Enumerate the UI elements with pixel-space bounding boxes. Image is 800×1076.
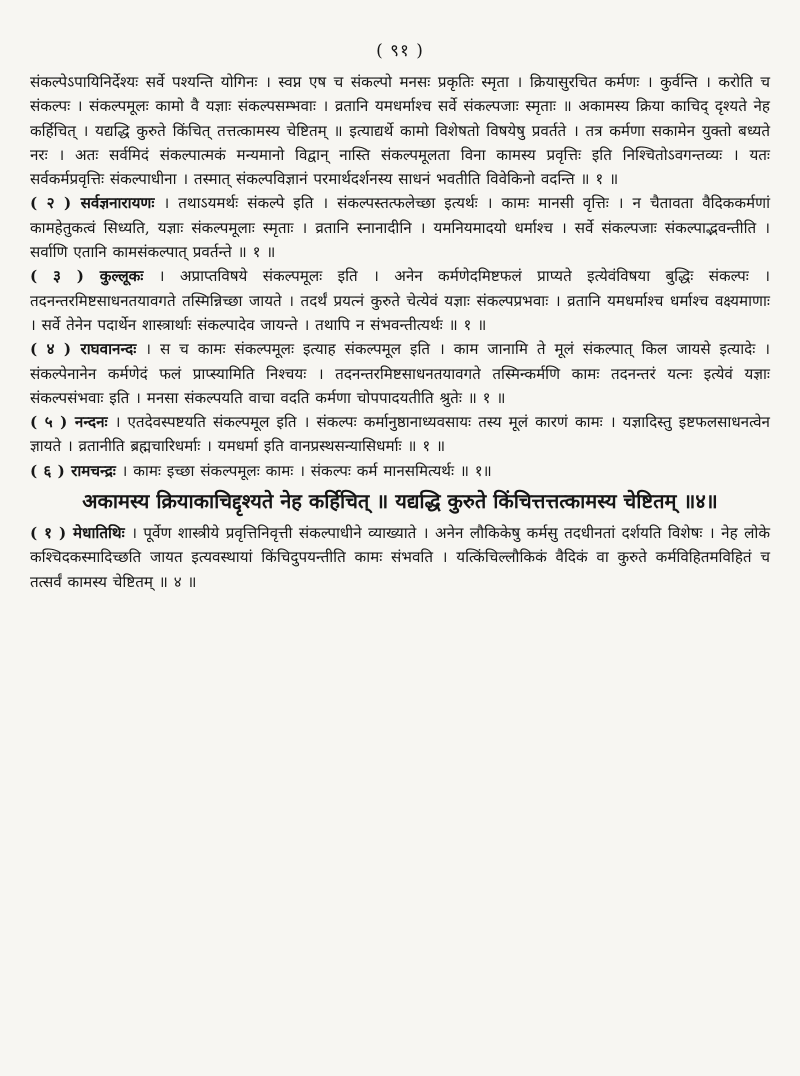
page-number: ( ९१ ) [376, 41, 424, 61]
commentator-name: ( १ ) मेधातिथिः [30, 524, 125, 543]
commentary-paragraph-4 [30, 337, 770, 410]
commentary-paragraph-6 [30, 459, 770, 483]
verse-heading: अकामस्य क्रियाकाचिद्दृश्यते नेह कर्हिचित् ॥ यद्यद्धि कुरुते किंचित्तत्तत्कामस्य चेष्टितम् ॥४॥ [82, 489, 718, 514]
commentary-text: । तथाऽयमर्थः संकल्पे इति । संकल्पस्तत्फलेच्छा इत्यर्थः । कामः मानसी वृत्तिः । न चैतावता वैदिककर्मणां कामहेतुकत्वं सिध्यति, यज्ञाः संकल्पमूलाः स्मृताः । व्रतानि स्नानादीनि । यमनियमादयो धर्माश्च । सर्वे संकल्पजाः संकल्पाद्भवन्तीति । सर्वाणि एतानि कामसंकल्पात् प्रवर्तन्ते ॥ १ ॥ [30, 194, 771, 262]
commentary-paragraph-5 [30, 410, 770, 459]
commentary-paragraph-1 [30, 70, 770, 191]
commentary-text: संकल्पेऽपायिनिर्देश्यः सर्वे पश्यन्ति योगिनः । स्वप्न एष च संकल्पो मनसः प्रकृतिः स्मृता । क्रियासुरचित कर्मणः । कुर्वन्ति । करोति च संकल्पः । संकल्पमूलः कामो वै यज्ञाः संकल्पसम्भवाः । व्रतानि यमधर्माश्च सर्वे संकल्पजाः स्मृताः ॥ अकामस्य क्रिया काचिद् दृश्यते नेह कर्हिचित् । यद्यद्धि कुरुते किंचित् तत्तत्कामस्य चेष्टितम् ॥ इत्याद्यर्थे कामो विशेषतो विषयेषु प्रवर्तते । तत्र कर्मणा सकामेन युक्तो बध्यते नरः । अतः सर्वमिदं संकल्पात्मकं मन्यमानो विद्वान् नास्ति संकल्पमूलता विना कामस्य प्रवृत्तिः इति निश्चितोऽवगन्तव्यः । यतः सर्वकर्मप्रवृत्तिः संकल्पाधीना । तस्मात् संकल्पविज्ञानं परमार्थदर्शनस्य साधनं भवतीति विवेकिनो वदन्ति ॥ १ ॥ [30, 73, 770, 189]
commentary-text: । एतदेवस्पष्टयति संकल्पमूल इति । संकल्पः कर्मानुष्ठानाध्यवसायः तस्य मूलं कारणं कामः । यज्ञादिस्तु इष्टफलसाधनत्वेन ज्ञायते । व्रतानीति ब्रह्मचारिधर्माः । यमधर्मा इति वानप्रस्थसन्यासिधर्माः ॥ १ ॥ [30, 413, 770, 456]
commentary-paragraph-2 [30, 191, 770, 264]
commentary-text: । पूर्वेण शास्त्रीये प्रवृत्तिनिवृत्ती संकल्पाधीने व्याख्याते । अनेन लौकिकेषु कर्मसु तदधीनतां दर्शयति विशेषः । नेह लोके कश्चिदकस्मादिच्छति जायत इत्यवस्थायां किंचिदुपयन्तीति कामः संभवति । यत्किंचिल्लौकिकं वैदिकं वा कुरुते कर्मविहितमविहितं च तत्सर्वं कामस्य चेष्टितम् ॥ ४ ॥ [30, 524, 770, 591]
commentary-text: । अप्राप्तविषये संकल्पमूलः इति । अनेन कर्मणेदमिष्टफलं प्राप्यते इत्येवंविषया बुद्धिः संकल्पः । तदनन्तरमिष्टसाधनतयावगते तस्मिन्निच्छा जायते । तदर्थं प्रयत्नं कुरुते चेत्येवं यज्ञाः संकल्पप्रभवाः । व्रतानि यमधर्माश्च धर्माश्च वक्ष्यमाणाः । सर्वे तेनेन पदार्थेन शास्त्रार्थाः संकल्पादेव जायन्ते । तथापि न संभवन्तीत्यर्थः ॥ १ ॥ [30, 267, 770, 334]
commentator-name: ( ३ ) कुल्लूकः [30, 267, 144, 286]
commentary-body [30, 70, 770, 594]
commentator-name: ( २ ) सर्वज्ञनारायणः [30, 194, 155, 213]
commentator-name: ( ४ ) राघवानन्दः [30, 340, 137, 359]
commentary-text: । कामः इच्छा संकल्पमूलः कामः । संकल्पः कर्म मानसमित्यर्थः ॥ १॥ [121, 461, 492, 480]
commentary-text: । स च कामः संकल्पमूलः इत्याह संकल्पमूल इति । काम जानामि ते मूलं संकल्पात् किल जायसे इत्यादेः । संकल्पेनानेन कर्मणेदं फलं प्राप्स्यामिति निश्चयः । तदनन्तरमिष्टसाधनतयावगते तस्मिन्कर्मणि कामः तदनन्तरं यत्नः इत्येवं यज्ञाः संकल्पसंभवाः इति । मनसा संकल्पयति वाचा वदति कर्मणा चोपपादयतीति श्रुतेः ॥ १ ॥ [30, 340, 771, 407]
commentary-paragraph-3 [30, 264, 770, 337]
commentary-paragraph-final [30, 521, 770, 594]
commentator-name: ( ६ ) रामचन्द्रः [30, 461, 116, 480]
commentator-name: ( ५ ) नन्दनः [30, 413, 108, 432]
